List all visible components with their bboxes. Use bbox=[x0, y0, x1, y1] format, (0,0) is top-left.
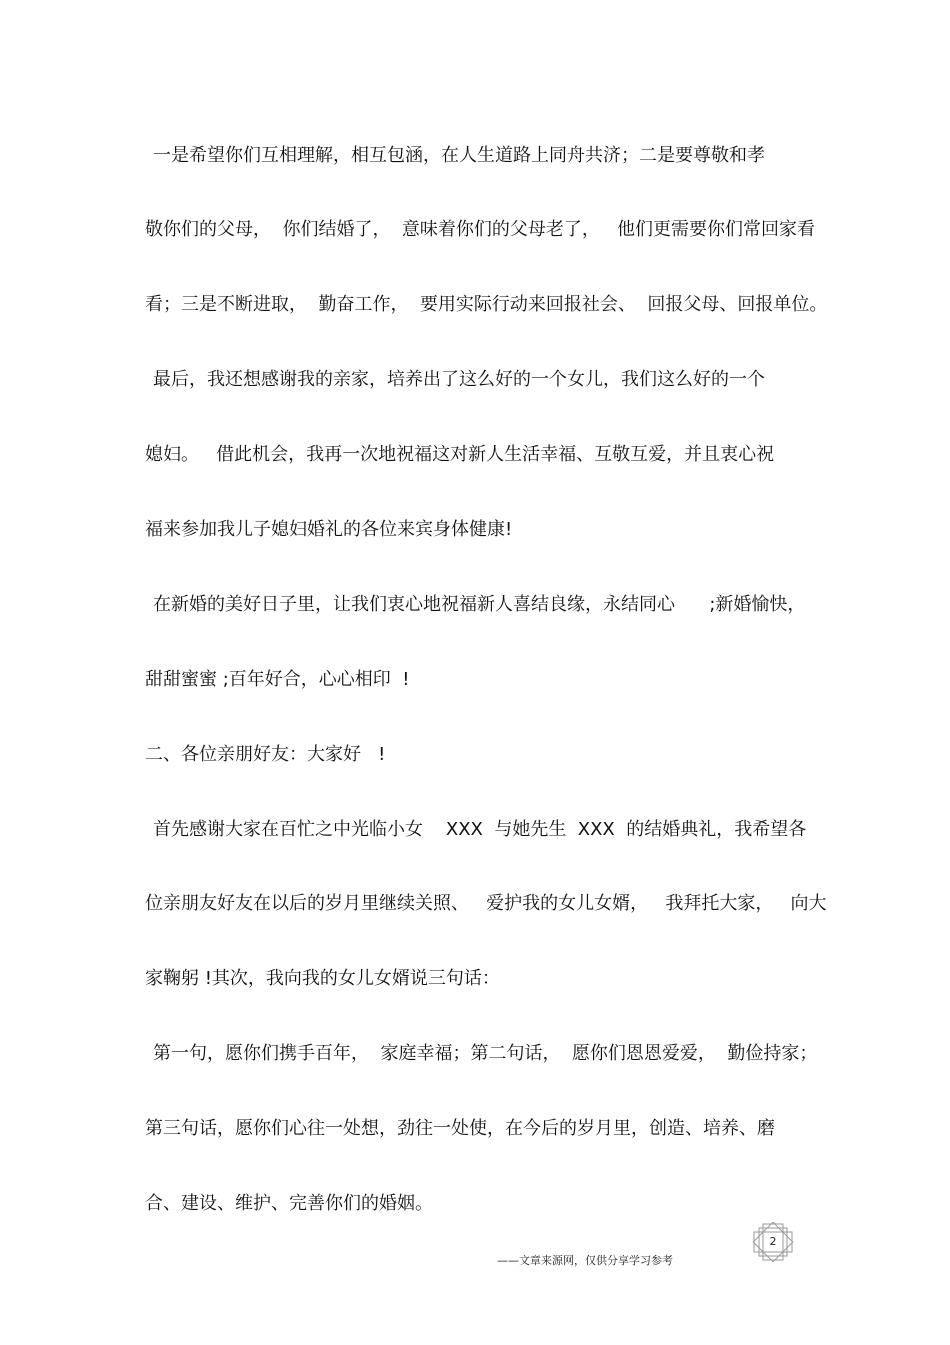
text-line: 最后，我还想感谢我的亲家，培养出了这么好的一个女儿，我们这么好的一个 bbox=[153, 369, 765, 390]
text-line: 第三句话，愿你们心往一处想，劲往一处使，在今后的岁月里，创造、培养、磨 bbox=[145, 1118, 775, 1139]
text-line: 看；三是不断进取， 勤奋工作， 要用实际行动来回报社会、 回报父母、回报单位。 bbox=[145, 294, 828, 315]
text-line: 第一句，愿你们携手百年， 家庭幸福；第二句话， 愿你们恩恩爱爱， 勤俭持家； bbox=[153, 1043, 818, 1064]
text-line: 合、建设、维护、完善你们的婚姻。 bbox=[145, 1193, 433, 1214]
text-line: 媳妇。 借此机会，我再一次地祝福这对新人生活幸福、互敬互爱，并且衷心祝 bbox=[145, 444, 775, 465]
text-line: 敬你们的父母， 你们结婚了， 意味着你们的父母老了， 他们更需要你们常回家看 bbox=[145, 219, 816, 240]
text-line: 福来参加我儿子媳妇婚礼的各位来宾身体健康! bbox=[145, 519, 513, 540]
source-note: ——文章来源网，仅供分享学习参考 bbox=[497, 1254, 673, 1267]
page-number: 2 bbox=[769, 1235, 777, 1248]
text-line: 首先感谢大家在百忙之中光临小女 XXX 与她先生 XXX 的结婚典礼，我希望各 bbox=[153, 819, 807, 840]
text-line: 家鞠躬 !其次，我向我的女儿女婿说三句话： bbox=[145, 968, 500, 989]
text-line: 甜甜蜜蜜 ;百年好合，心心相印 ! bbox=[145, 669, 410, 690]
text-line: 一是希望你们互相理解，相互包涵，在人生道路上同舟共济；二是要尊敬和孝 bbox=[153, 145, 765, 166]
text-line: 位亲朋友好友在以后的岁月里继续关照、 爱护我的女儿女婿， 我拜托大家， 向大 bbox=[145, 893, 827, 914]
text-line: 在新婚的美好日子里，让我们衷心地祝福新人喜结良缘，永结同心 ;新婚愉快， bbox=[153, 594, 806, 615]
section-heading: 二、各位亲朋好友：大家好 ! bbox=[145, 744, 386, 765]
page-number-badge bbox=[750, 1222, 796, 1262]
